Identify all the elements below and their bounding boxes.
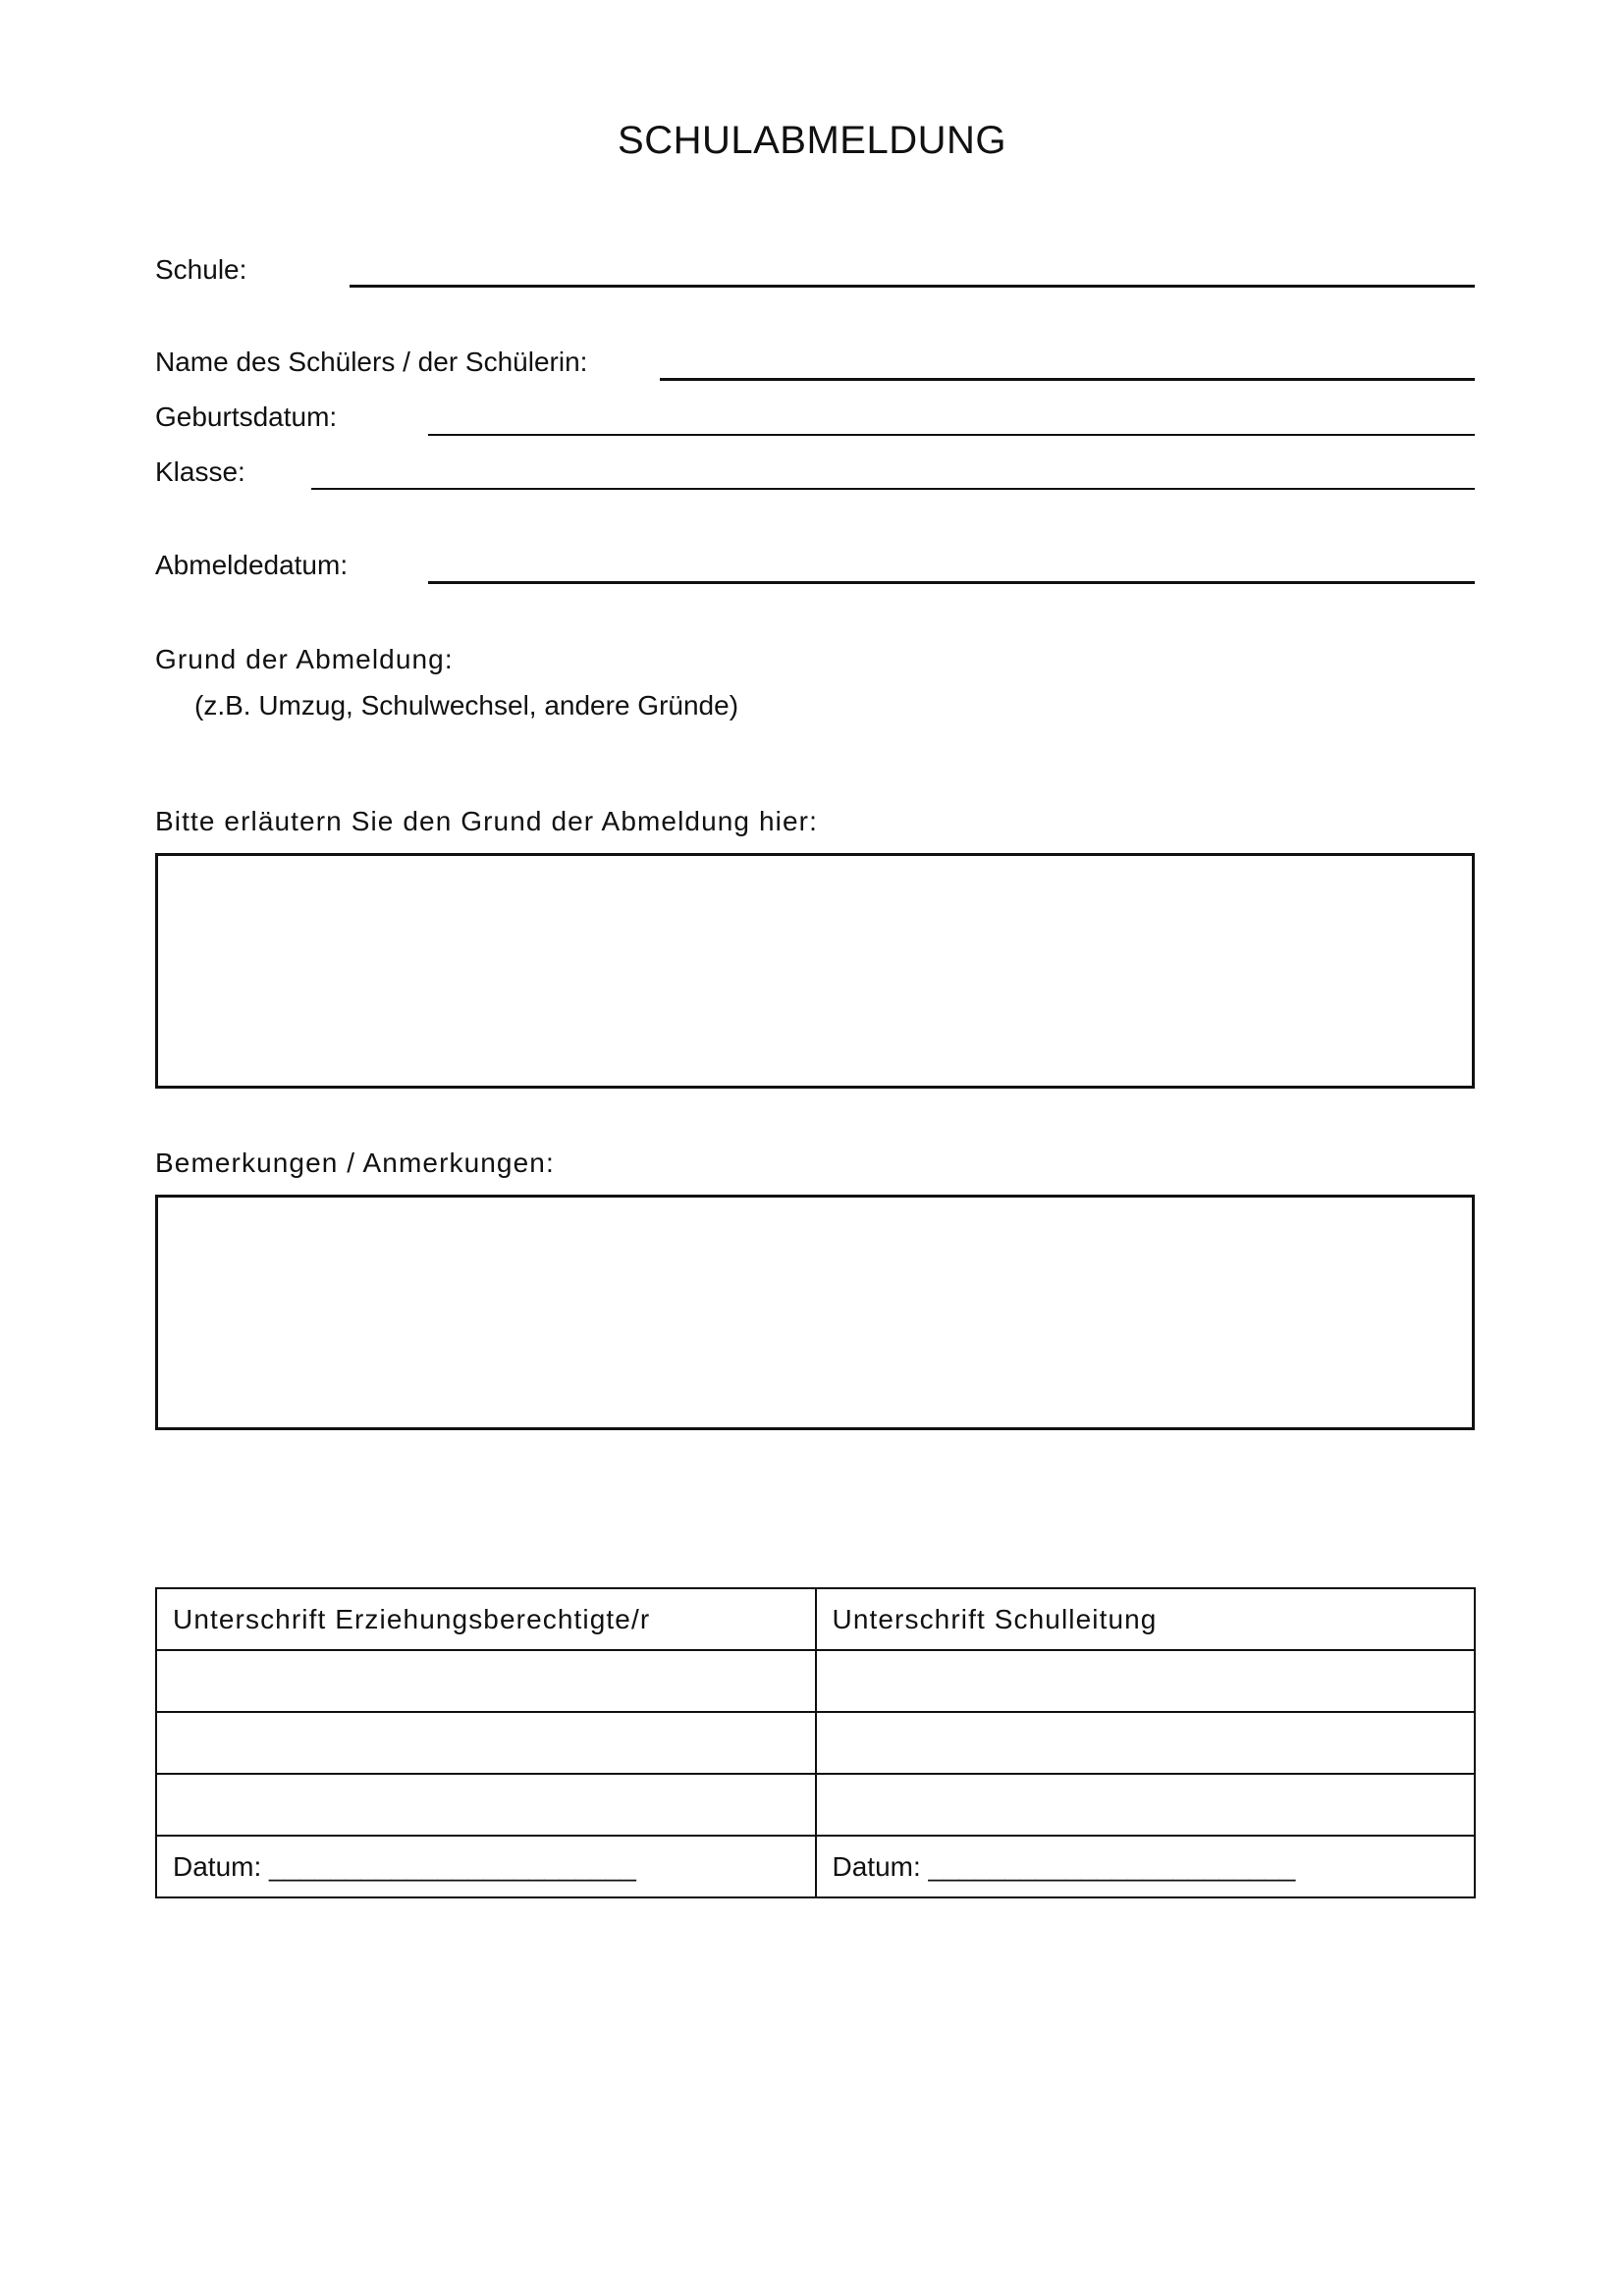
student-name-input-line[interactable] <box>660 378 1475 381</box>
guardian-signature-header: Unterschrift Erziehungsberechtigte/r <box>156 1588 816 1650</box>
remarks-textarea[interactable] <box>155 1195 1475 1430</box>
withdrawal-date-label: Abmeldedatum: <box>155 550 349 580</box>
principal-signature-cell[interactable] <box>816 1712 1476 1774</box>
guardian-signature-cell[interactable] <box>156 1712 816 1774</box>
guardian-signature-cell[interactable] <box>156 1774 816 1836</box>
birthdate-input-line[interactable] <box>428 434 1475 436</box>
signature-table <box>155 1587 1476 1898</box>
signature-date-row <box>156 1836 1475 1897</box>
student-name-label: Name des Schülers / der Schülerin: <box>155 347 588 377</box>
guardian-signature-cell[interactable] <box>156 1650 816 1712</box>
principal-date-field[interactable]: Datum: ________________________ <box>816 1836 1476 1897</box>
signature-header-row <box>156 1588 1475 1650</box>
principal-signature-cell[interactable] <box>816 1774 1476 1836</box>
reason-explain-label: Bitte erläutern Sie den Grund der Abmeldung hier: <box>155 806 818 836</box>
school-label: Schule: <box>155 254 247 285</box>
signature-row <box>156 1650 1475 1712</box>
withdrawal-date-input-line[interactable] <box>428 581 1475 584</box>
remarks-label: Bemerkungen / Anmerkungen: <box>155 1148 555 1178</box>
principal-signature-cell[interactable] <box>816 1650 1476 1712</box>
school-input-line[interactable] <box>350 285 1475 288</box>
signature-row <box>156 1774 1475 1836</box>
class-input-line[interactable] <box>311 488 1475 490</box>
signature-row <box>156 1712 1475 1774</box>
guardian-date-field[interactable]: Datum: ________________________ <box>156 1836 816 1897</box>
reason-textarea[interactable] <box>155 853 1475 1089</box>
class-label: Klasse: <box>155 456 245 487</box>
form-title: SCHULABMELDUNG <box>618 119 1006 162</box>
principal-signature-header: Unterschrift Schulleitung <box>816 1588 1476 1650</box>
reason-heading: Grund der Abmeldung: <box>155 644 454 674</box>
birthdate-label: Geburtsdatum: <box>155 401 338 432</box>
reason-hint: (z.B. Umzug, Schulwechsel, andere Gründe) <box>194 690 739 721</box>
